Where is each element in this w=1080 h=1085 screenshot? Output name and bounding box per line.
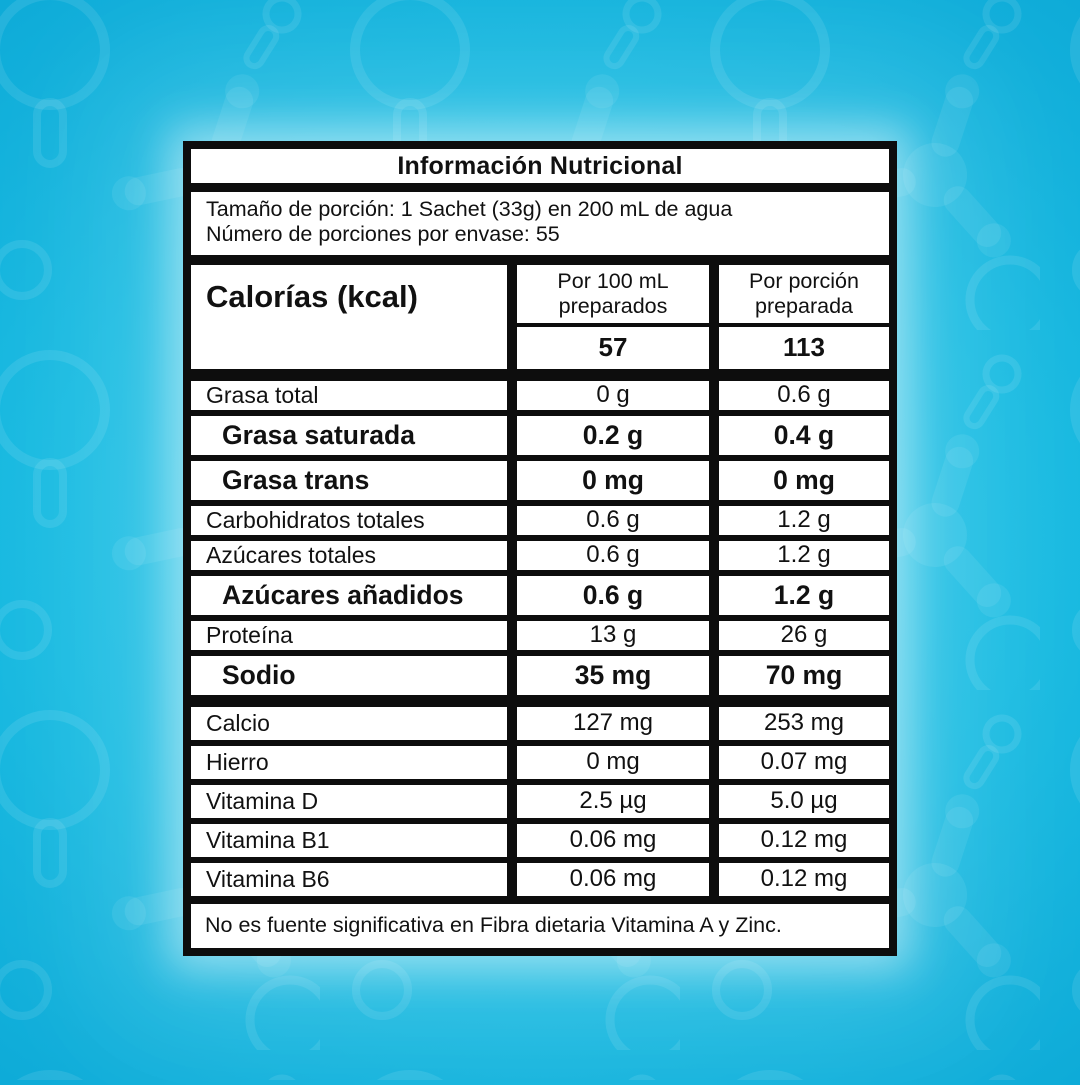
row-value-per-portion: 0 mg bbox=[719, 461, 889, 500]
row-label: Proteína bbox=[191, 621, 507, 650]
column-header-per-portion bbox=[719, 265, 889, 323]
row-value-per-100ml: 0.6 g bbox=[517, 506, 709, 535]
row-value-per-portion: 0.12 mg bbox=[719, 863, 889, 896]
table-row bbox=[191, 707, 889, 740]
row-label: Hierro bbox=[191, 746, 507, 779]
footnote: No es fuente significativa en Fibra dietaria Vitamina A y Zinc. bbox=[191, 904, 889, 948]
row-label: Vitamina B6 bbox=[191, 863, 507, 896]
row-value-per-portion: 5.0 µg bbox=[719, 785, 889, 818]
row-value-per-100ml: 0.6 g bbox=[517, 541, 709, 570]
row-value-per-100ml: 0 mg bbox=[517, 746, 709, 779]
row-label: Vitamina B1 bbox=[191, 824, 507, 857]
servings-per-container-line: Número de porciones por envase: 55 bbox=[206, 222, 560, 247]
table-row bbox=[191, 541, 889, 570]
row-value-per-100ml: 13 g bbox=[517, 621, 709, 650]
row-value-per-100ml: 0.2 g bbox=[517, 416, 709, 455]
page-title: Información Nutricional bbox=[191, 149, 889, 183]
table-row bbox=[191, 506, 889, 535]
row-label: Calcio bbox=[191, 707, 507, 740]
serving-size-line: Tamaño de porción: 1 Sachet (33g) en 200 mL de agua bbox=[206, 197, 733, 221]
row-value-per-portion: 0.4 g bbox=[719, 416, 889, 455]
row-value-per-portion: 70 mg bbox=[719, 656, 889, 695]
calories-section bbox=[191, 265, 889, 369]
row-value-per-portion: 1.2 g bbox=[719, 541, 889, 570]
row-value-per-100ml: 0 mg bbox=[517, 461, 709, 500]
row-value-per-portion: 253 mg bbox=[719, 707, 889, 740]
nutrition-label bbox=[183, 141, 897, 956]
table-row bbox=[191, 381, 889, 410]
row-label: Sodio bbox=[191, 656, 507, 695]
row-value-per-portion: 0.07 mg bbox=[719, 746, 889, 779]
column-header-line: preparados bbox=[558, 293, 668, 318]
row-label: Grasa total bbox=[191, 381, 507, 410]
row-value-per-100ml: 35 mg bbox=[517, 656, 709, 695]
row-value-per-portion: 0.6 g bbox=[719, 381, 889, 410]
table-row bbox=[191, 621, 889, 650]
row-value-per-portion: 26 g bbox=[719, 621, 889, 650]
row-value-per-portion: 1.2 g bbox=[719, 506, 889, 535]
serving-info bbox=[191, 192, 889, 255]
table-row bbox=[191, 416, 889, 455]
table-row bbox=[191, 824, 889, 857]
row-value-per-100ml: 0 g bbox=[517, 381, 709, 410]
column-header-line: Por porción bbox=[749, 269, 859, 294]
column-header-line: preparada bbox=[754, 293, 854, 318]
table-row bbox=[191, 656, 889, 695]
calories-value-per-portion: 113 bbox=[719, 327, 889, 369]
calories-value-per-100ml: 57 bbox=[517, 327, 709, 369]
row-value-per-100ml: 0.06 mg bbox=[517, 824, 709, 857]
nutrient-rows bbox=[191, 381, 889, 695]
table-row bbox=[191, 785, 889, 818]
row-value-per-100ml: 2.5 µg bbox=[517, 785, 709, 818]
column-header-line: Por 100 mL bbox=[557, 269, 669, 294]
row-label: Azúcares totales bbox=[191, 541, 507, 570]
row-value-per-portion: 0.12 mg bbox=[719, 824, 889, 857]
micronutrient-rows bbox=[191, 707, 889, 896]
row-value-per-portion: 1.2 g bbox=[719, 576, 889, 615]
column-header-per-100ml bbox=[517, 265, 709, 323]
row-value-per-100ml: 0.06 mg bbox=[517, 863, 709, 896]
row-value-per-100ml: 0.6 g bbox=[517, 576, 709, 615]
row-value-per-100ml: 127 mg bbox=[517, 707, 709, 740]
table-row bbox=[191, 576, 889, 615]
row-label: Grasa saturada bbox=[191, 416, 507, 455]
row-label: Carbohidratos totales bbox=[191, 506, 507, 535]
row-label: Azúcares añadidos bbox=[191, 576, 507, 615]
calories-label: Calorías (kcal) bbox=[191, 265, 507, 369]
table-row bbox=[191, 746, 889, 779]
row-label: Grasa trans bbox=[191, 461, 507, 500]
table-row bbox=[191, 863, 889, 896]
row-label: Vitamina D bbox=[191, 785, 507, 818]
table-row bbox=[191, 461, 889, 500]
